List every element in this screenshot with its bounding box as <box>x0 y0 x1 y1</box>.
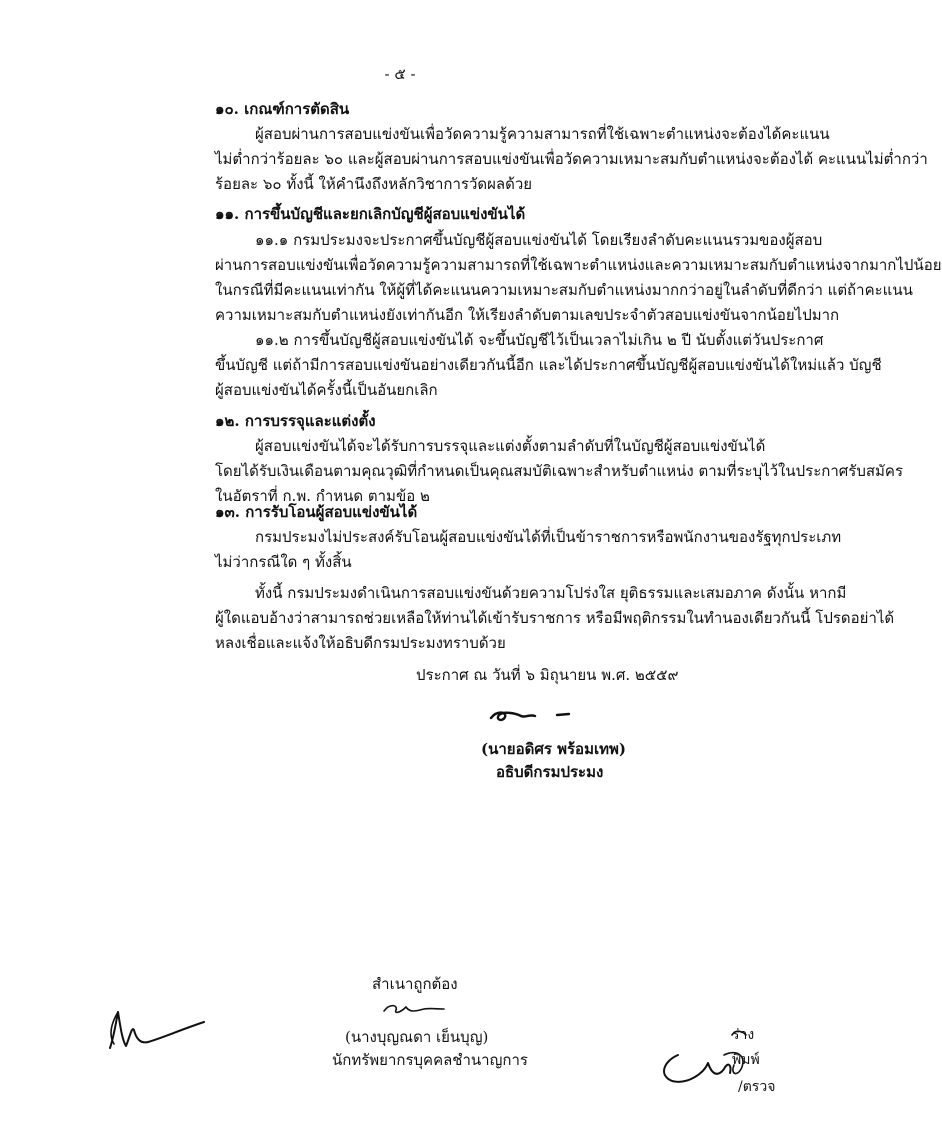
paragraph-line: ผู้ใดแอบอ้างว่าสามารถช่วยเหลือให้ท่านได้เข้ารับราชการ หรือมีพฤติกรรมในทำนองเดียวกันนี้ โปรดอย่าได้ <box>215 609 895 627</box>
paragraph-line: หลงเชื่อและแจ้งให้อธิบดีกรมประมงทราบด้วย <box>215 634 506 652</box>
paragraph-line: ผู้สอบผ่านการสอบแข่งขันเพื่อวัดความรู้ความสามารถที่ใช้เฉพาะตำแหน่งจะต้องได้คะแนน <box>255 125 830 143</box>
paragraph-line: ไม่ต่ำกว่าร้อยละ ๖๐ และผู้สอบผ่านการสอบแข่งขันเพื่อวัดความเหมาะสมกับตำแหน่งจะต้องได้ คะแนนไม่ต่ำกว่า <box>215 150 928 168</box>
paragraph-line: กรมประมงไม่ประสงค์รับโอนผู้สอบแข่งขันได้ที่เป็นข้าราชการหรือพนักงานของรัฐทุกประเภท <box>255 528 842 546</box>
signer-title: อธิบดีกรมประมง <box>496 763 604 781</box>
paragraph-line: ขึ้นบัญชี แต่ถ้ามีการสอบแข่งขันอย่างเดียวกันนี้อีก และได้ประกาศขึ้นบัญชีผู้สอบแข่งขันได้ใหม่แล้ว บัญชี <box>215 356 882 374</box>
margin-note-checked: /ตรวจ <box>738 1079 776 1095</box>
paragraph-line: ๑๑.๑ กรมประมงจะประกาศขึ้นบัญชีผู้สอบแข่งขันได้ โดยเรียงลำดับคะแนนรวมของผู้สอบ <box>255 231 823 249</box>
page-number: - ๕ - <box>384 65 416 83</box>
paragraph-line: ร้อยละ ๖๐ ทั้งนี้ ให้คำนึงถึงหลักวิชาการวัดผลด้วย <box>215 175 533 193</box>
section-heading: ๑๓. การรับโอนผู้สอบแข่งขันได้ <box>215 503 418 521</box>
certified-label: สำเนาถูกต้อง <box>372 975 458 993</box>
paragraph-line: ผ่านการสอบแข่งขันเพื่อวัดความรู้ความสามารถที่ใช้เฉพาะตำแหน่งและความเหมาะสมกับตำแหน่งจากมากไปน้อย <box>215 256 942 274</box>
director-signature <box>485 700 585 730</box>
signer-name: (นายอดิศร พร้อมเทพ) <box>481 740 626 758</box>
initials-signature <box>100 1000 210 1060</box>
paragraph-line: ผู้สอบแข่งขันได้จะได้รับการบรรจุและแต่งตั้งตามลำดับที่ในบัญชีผู้สอบแข่งขันได้ <box>255 437 766 455</box>
section-heading: ๑๐. เกณฑ์การตัดสิน <box>215 100 350 118</box>
paragraph-line: ผู้สอบแข่งขันได้ครั้งนี้เป็นอันยกเลิก <box>215 381 438 399</box>
paragraph-line: โดยได้รับเงินเดือนตามคุณวุฒิที่กำหนดเป็นคุณสมบัติเฉพาะสำหรับตำแหน่ง ตามที่ระบุไว้ในประกาศรับสมัคร <box>215 462 904 480</box>
certifier-signature <box>380 995 450 1021</box>
paragraph-line: ไม่ว่ากรณีใด ๆ ทั้งสิ้น <box>215 553 352 571</box>
margin-note-draft: ร่าง <box>732 1027 755 1043</box>
paragraph-line: ๑๑.๒ การขึ้นบัญชีผู้สอบแข่งขันได้ จะขึ้นบัญชีไว้เป็นเวลาไม่เกิน ๒ ปี นับตั้งแต่วันประกาศ <box>255 331 824 349</box>
paragraph-line: ทั้งนี้ กรมประมงดำเนินการสอบแข่งขันด้วยความโปร่งใส ยุติธรรมและเสมอภาค ดังนั้น หากมี <box>255 584 847 602</box>
paragraph-line: ในกรณีที่มีคะแนนเท่ากัน ให้ผู้ที่ได้คะแนนความเหมาะสมกับตำแหน่งมากกว่าอยู่ในลำดับที่ดีกว่า แต่ถ้าคะแนน <box>215 281 913 299</box>
paragraph-line: ความเหมาะสมกับตำแหน่งยังเท่ากันอีก ให้เรียงลำดับตามเลขประจำตัวสอบแข่งขันจากน้อยไปมาก <box>215 306 840 324</box>
certifier-name: (นางบุญณดา เย็นบุญ) <box>345 1028 489 1046</box>
section-heading: ๑๑. การขึ้นบัญชีและยกเลิกบัญชีผู้สอบแข่งขันได้ <box>215 205 526 223</box>
certifier-title: นักทรัพยากรบุคคลชำนาญการ <box>332 1051 528 1069</box>
paragraph-line: ในอัตราที่ ก.พ. กำหนด ตามข้อ ๒ <box>215 487 430 505</box>
announce-date: ประกาศ ณ วันที่ ๖ มิถุนายน พ.ศ. ๒๕๕๙ <box>416 666 679 684</box>
section-heading: ๑๒. การบรรจุและแต่งตั้ง <box>215 412 376 430</box>
margin-note-typed: พิมพ์ <box>732 1052 760 1068</box>
